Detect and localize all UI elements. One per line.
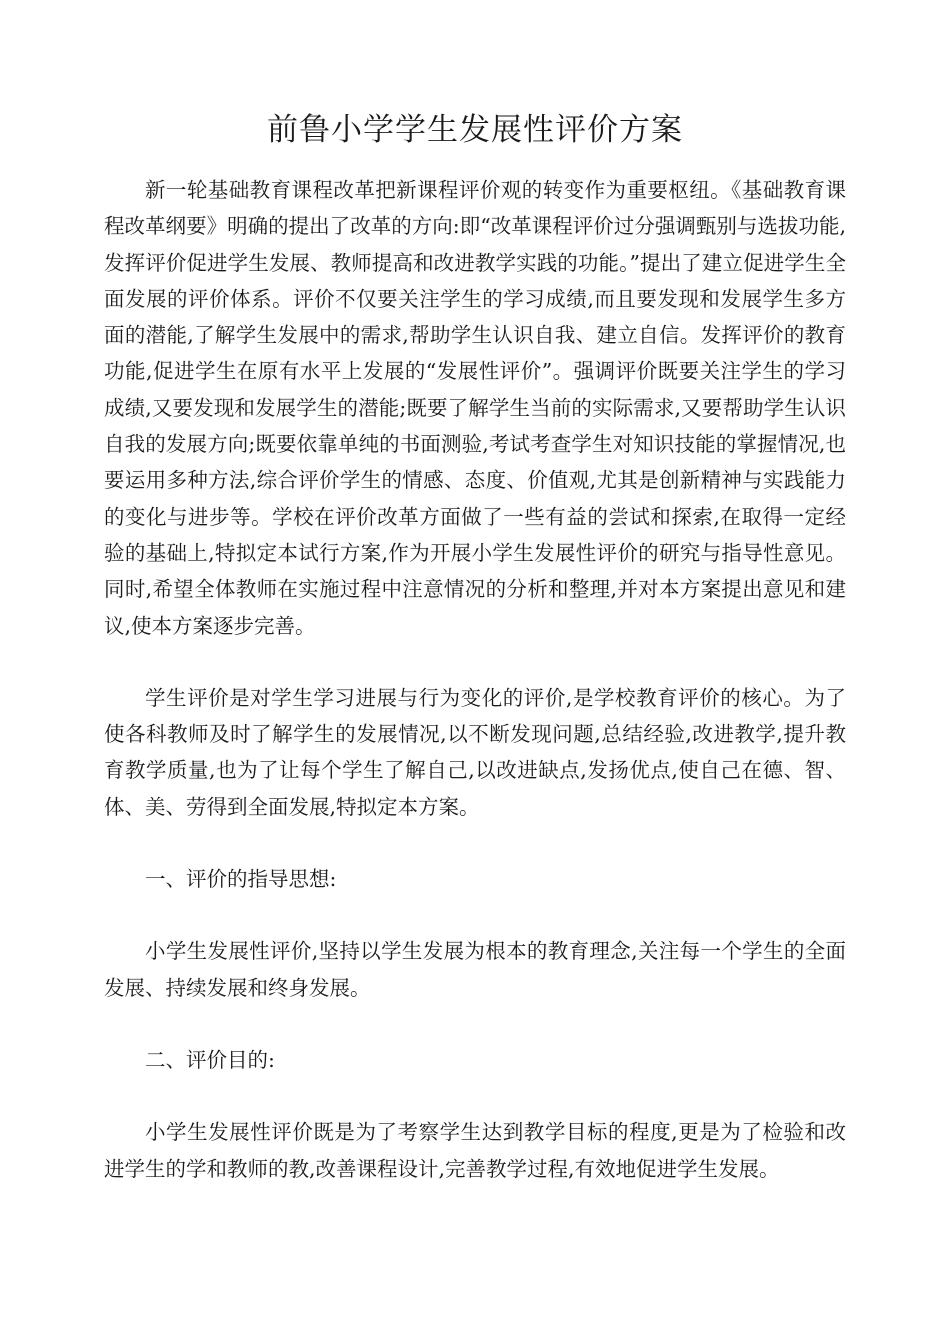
document-title: 前鲁小学学生发展性评价方案	[267, 112, 683, 148]
section-body-evaluation-purpose: 小学生发展性评价既是为了考察学生达到教学目标的程度,更是为了检验和改进学生的学和教师的教,改善课程设计,完善教学过程,有效地促进学生发展。	[104, 1120, 846, 1181]
section-body-guiding-thought: 小学生发展性评价,坚持以学生发展为根本的教育理念,关注每一个学生的全面发展、持续发展和终身发展。	[104, 939, 846, 1000]
document-page	[104, 108, 846, 1223]
section-heading-guiding-thought: 一、评价的指导思想:	[145, 867, 337, 892]
purpose-paragraph: 学生评价是对学生学习进展与行为变化的评价,是学校教育评价的核心。为了使各科教师及时了解学生的发展情况,以不断发现问题,总结经验,改进教学,提升教育教学质量,也为了让每个学生了解自己,以改进缺点,发扬优点,使自己在德、智、体、美、劳得到全面发展,特拟定本方案。	[104, 685, 846, 819]
intro-paragraph: 新一轮基础教育课程改革把新课程评价观的转变作为重要枢纽。《基础教育课程改革纲要》明确的提出了改革的方向:即“改革课程评价过分强调甄别与选拔功能,发挥评价促进学生发展、教师提高和改进教学实践的功能。”提出了建立促进学生全面发展的评价体系。评价不仅要关注学生的学习成绩,而且要发现和发展学生多方面的潜能,了解学生发展中的需求,帮助学生认识自我、建立自信。发挥评价的教育功能,促进学生在原有水平上发展的“发展性评价”。强调评价既要关注学生的学习成绩,又要发现和发展学生的潜能;既要了解学生当前的实际需求,又要帮助学生认识自我的发展方向;既要依靠单纯的书面测验,考试考查学生对知识技能的掌握情况,也要运用多种方法,综合评价学生的情感、态度、价值观,尤其是创新精神与实践能力的变化与进步等。学校在评价改革方面做了一些有益的尝试和探索,在取得一定经验的基础上,特拟定本试行方案,作为开展小学生发展性评价的研究与指导性意见。同时,希望全体教师在实施过程中注意情况的分析和整理,并对本方案提出意见和建议,使本方案逐步完善。	[104, 178, 846, 638]
section-heading-evaluation-purpose: 二、评价目的:	[145, 1047, 275, 1072]
